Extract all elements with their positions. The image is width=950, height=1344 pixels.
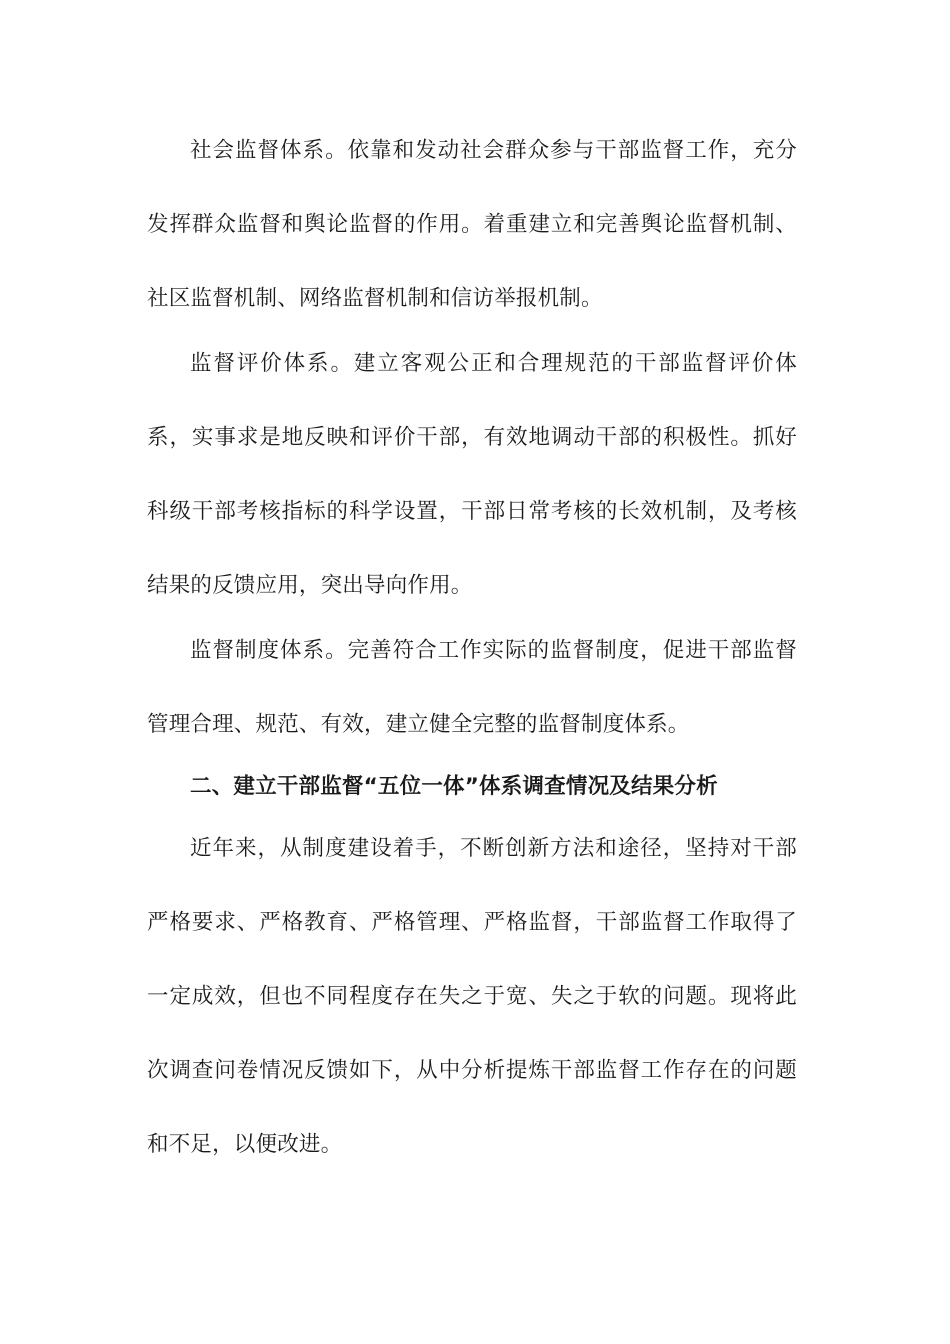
paragraph-line: 科级干部考核指标的科学设置，干部日常考核的长效机制，及考核	[147, 499, 797, 524]
paragraph-line: 结果的反馈应用，突出导向作用。	[147, 573, 473, 598]
paragraph-line: 社区监督机制、网络监督机制和信访举报机制。	[147, 286, 603, 311]
section-heading: 二、建立干部监督“五位一体”体系调查情况及结果分析	[190, 774, 718, 799]
paragraph-line: 和不足，以便改进。	[147, 1132, 343, 1157]
paragraph-line: 监督评价体系。建立客观公正和合理规范的干部监督评价体	[190, 351, 797, 376]
paragraph-line: 发挥群众监督和舆论监督的作用。着重建立和完善舆论监督机制、	[147, 212, 797, 237]
paragraph-line: 监督制度体系。完善符合工作实际的监督制度，促进干部监督	[190, 638, 797, 663]
paragraph-line: 严格要求、严格教育、严格管理、严格监督，干部监督工作取得了	[147, 910, 797, 935]
paragraph-line: 管理合理、规范、有效，建立健全完整的监督制度体系。	[147, 712, 690, 737]
paragraph-line: 社会监督体系。依靠和发动社会群众参与干部监督工作，充分	[190, 138, 797, 163]
paragraph-line: 系，实事求是地反映和评价干部，有效地调动干部的积极性。抓好	[147, 425, 797, 450]
paragraph-line: 近年来，从制度建设着手，不断创新方法和途径，坚持对干部	[190, 836, 797, 861]
paragraph-line: 次调查问卷情况反馈如下，从中分析提炼干部监督工作存在的问题	[147, 1058, 797, 1083]
paragraph-line: 一定成效，但也不同程度存在失之于宽、失之于软的问题。现将此	[147, 984, 797, 1009]
